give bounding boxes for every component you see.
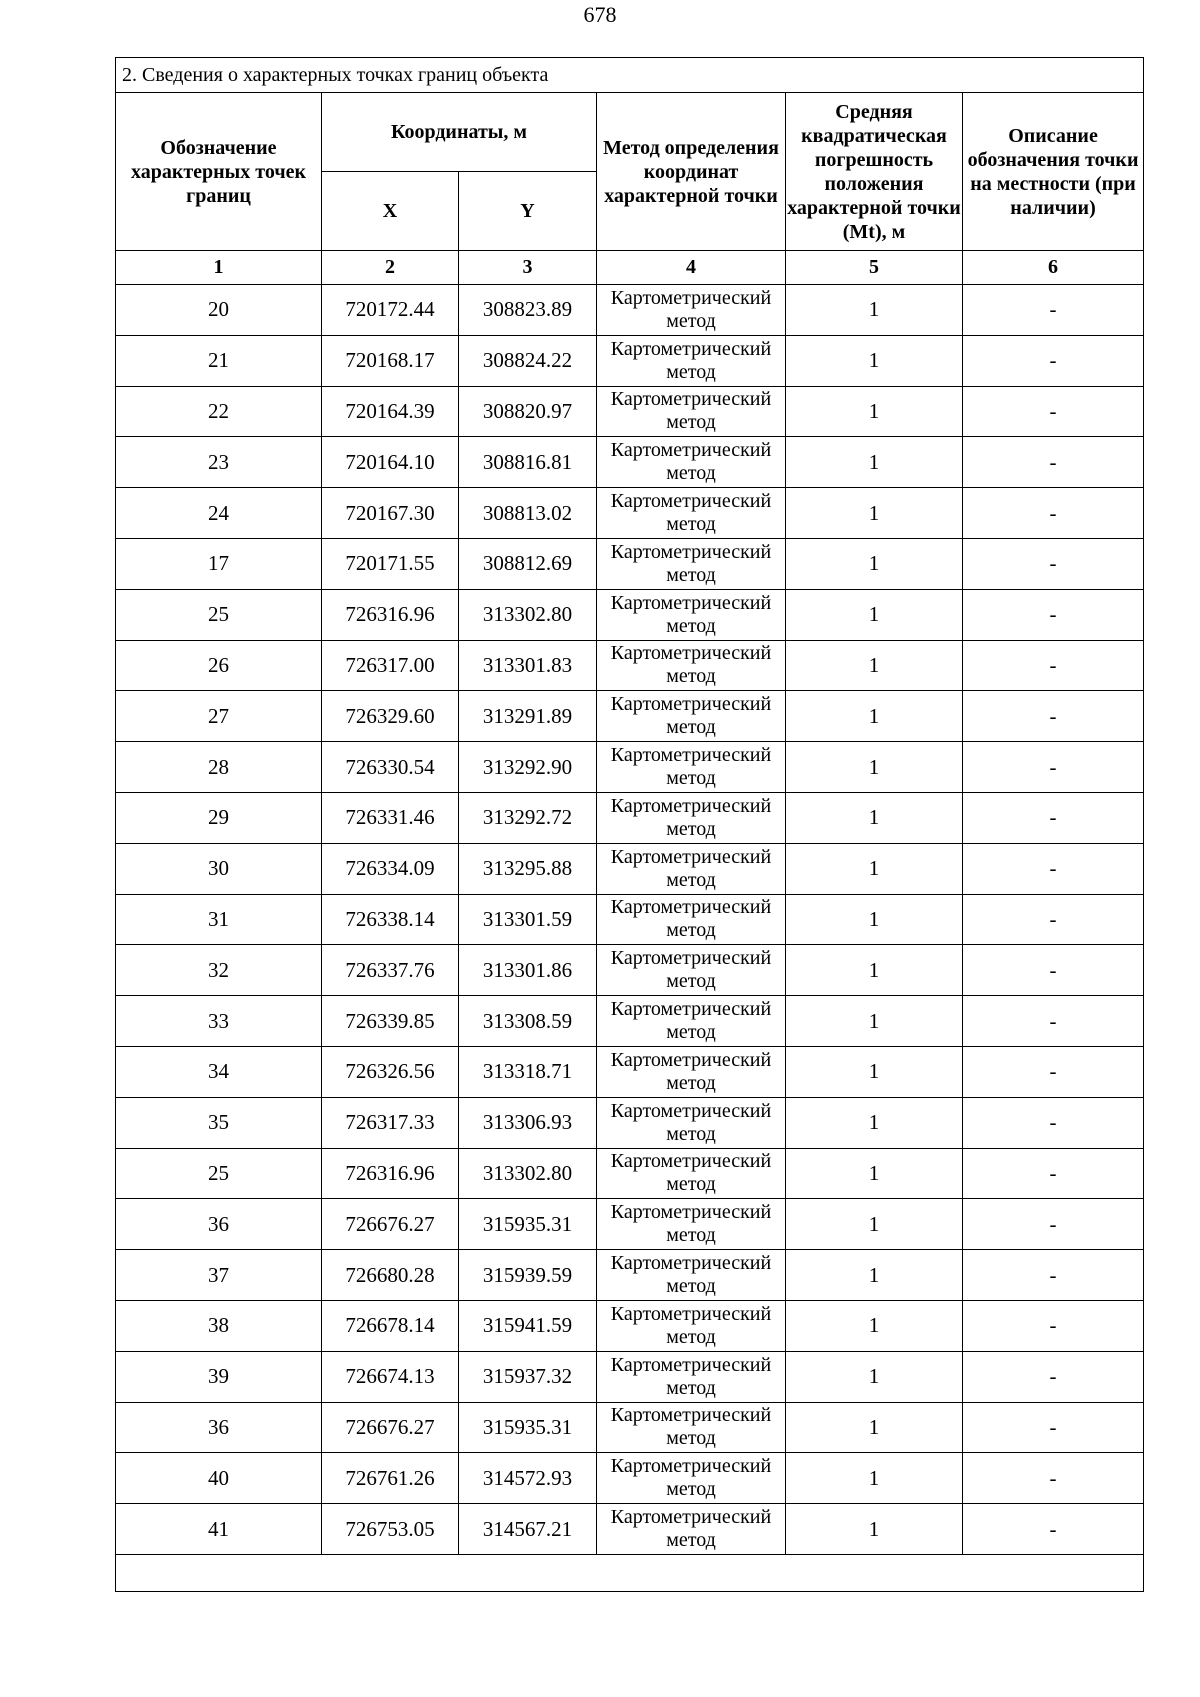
column-numbers-row xyxy=(116,251,1144,285)
boundary-points-table xyxy=(115,57,1144,1592)
coordinate-y-cell: 308824.22 xyxy=(459,335,597,386)
method-cell: Картометрический метод xyxy=(597,1300,786,1351)
mean-error-cell: 1 xyxy=(786,1046,963,1097)
coordinate-y-cell: 308813.02 xyxy=(459,488,597,539)
mean-error-cell: 1 xyxy=(786,1402,963,1453)
coordinate-x-cell: 726678.14 xyxy=(322,1300,459,1351)
table-row xyxy=(116,894,1144,945)
table-row xyxy=(116,335,1144,386)
method-cell: Картометрический метод xyxy=(597,488,786,539)
coordinate-x-cell: 726337.76 xyxy=(322,945,459,996)
page-number: 678 xyxy=(583,2,617,27)
description-cell: - xyxy=(963,285,1144,336)
mean-error-cell: 1 xyxy=(786,1097,963,1148)
coordinate-y-cell: 314572.93 xyxy=(459,1453,597,1504)
coordinate-x-cell: 726680.28 xyxy=(322,1250,459,1301)
point-designation-cell: 21 xyxy=(116,335,322,386)
method-cell: Картометрический метод xyxy=(597,589,786,640)
mean-error-cell: 1 xyxy=(786,792,963,843)
coordinate-y-cell: 313301.59 xyxy=(459,894,597,945)
method-cell: Картометрический метод xyxy=(597,285,786,336)
point-designation-cell: 25 xyxy=(116,589,322,640)
method-cell: Картометрический метод xyxy=(597,538,786,589)
description-cell: - xyxy=(963,792,1144,843)
column-number: 3 xyxy=(459,251,597,285)
method-cell: Картометрический метод xyxy=(597,335,786,386)
point-designation-cell: 23 xyxy=(116,437,322,488)
coordinate-x-cell: 726316.96 xyxy=(322,589,459,640)
table-body xyxy=(116,285,1144,1555)
description-cell: - xyxy=(963,996,1144,1047)
mean-error-cell: 1 xyxy=(786,589,963,640)
point-designation-cell: 36 xyxy=(116,1199,322,1250)
description-cell: - xyxy=(963,894,1144,945)
coordinate-y-cell: 313306.93 xyxy=(459,1097,597,1148)
table-row xyxy=(116,1199,1144,1250)
point-designation-cell: 22 xyxy=(116,386,322,437)
point-designation-cell: 25 xyxy=(116,1148,322,1199)
table-row xyxy=(116,792,1144,843)
coordinate-y-cell: 308812.69 xyxy=(459,538,597,589)
method-cell: Картометрический метод xyxy=(597,945,786,996)
table-row xyxy=(116,538,1144,589)
description-cell: - xyxy=(963,1351,1144,1402)
coordinate-x-cell: 726317.00 xyxy=(322,640,459,691)
description-cell: - xyxy=(963,386,1144,437)
header-y: Y xyxy=(459,172,597,251)
description-cell: - xyxy=(963,843,1144,894)
coordinate-y-cell: 313301.86 xyxy=(459,945,597,996)
table-row xyxy=(116,1250,1144,1301)
coordinate-y-cell: 308823.89 xyxy=(459,285,597,336)
method-cell: Картометрический метод xyxy=(597,1148,786,1199)
description-cell: - xyxy=(963,1250,1144,1301)
section-title: 2. Сведения о характерных точках границ объекта xyxy=(116,58,1144,93)
coordinate-x-cell: 720168.17 xyxy=(322,335,459,386)
point-designation-cell: 27 xyxy=(116,691,322,742)
coordinate-y-cell: 313308.59 xyxy=(459,996,597,1047)
coordinate-x-cell: 726330.54 xyxy=(322,742,459,793)
coordinate-y-cell: 315941.59 xyxy=(459,1300,597,1351)
table-row xyxy=(116,843,1144,894)
mean-error-cell: 1 xyxy=(786,1351,963,1402)
mean-error-cell: 1 xyxy=(786,538,963,589)
table-row xyxy=(116,1046,1144,1097)
table-row xyxy=(116,1097,1144,1148)
mean-error-cell: 1 xyxy=(786,945,963,996)
coordinate-x-cell: 726676.27 xyxy=(322,1402,459,1453)
header-method: Метод определения координат характерной точки xyxy=(597,93,786,251)
description-cell: - xyxy=(963,1097,1144,1148)
coordinate-y-cell: 315935.31 xyxy=(459,1402,597,1453)
mean-error-cell: 1 xyxy=(786,894,963,945)
description-cell: - xyxy=(963,1148,1144,1199)
mean-error-cell: 1 xyxy=(786,1300,963,1351)
description-cell: - xyxy=(963,437,1144,488)
method-cell: Картометрический метод xyxy=(597,996,786,1047)
description-cell: - xyxy=(963,1504,1144,1555)
coordinate-x-cell: 726674.13 xyxy=(322,1351,459,1402)
point-designation-cell: 20 xyxy=(116,285,322,336)
mean-error-cell: 1 xyxy=(786,1250,963,1301)
coordinate-x-cell: 726317.33 xyxy=(322,1097,459,1148)
description-cell: - xyxy=(963,488,1144,539)
description-cell: - xyxy=(963,538,1144,589)
table-row xyxy=(116,386,1144,437)
point-designation-cell: 36 xyxy=(116,1402,322,1453)
mean-error-cell: 1 xyxy=(786,285,963,336)
point-designation-cell: 24 xyxy=(116,488,322,539)
method-cell: Картометрический метод xyxy=(597,894,786,945)
coordinate-y-cell: 308816.81 xyxy=(459,437,597,488)
coordinate-x-cell: 726316.96 xyxy=(322,1148,459,1199)
description-cell: - xyxy=(963,945,1144,996)
method-cell: Картометрический метод xyxy=(597,386,786,437)
coordinate-x-cell: 726339.85 xyxy=(322,996,459,1047)
mean-error-cell: 1 xyxy=(786,335,963,386)
description-cell: - xyxy=(963,640,1144,691)
coordinate-y-cell: 313301.83 xyxy=(459,640,597,691)
mean-error-cell: 1 xyxy=(786,1199,963,1250)
method-cell: Картометрический метод xyxy=(597,742,786,793)
point-designation-cell: 38 xyxy=(116,1300,322,1351)
coordinate-x-cell: 726326.56 xyxy=(322,1046,459,1097)
coordinate-y-cell: 315937.32 xyxy=(459,1351,597,1402)
method-cell: Картометрический метод xyxy=(597,792,786,843)
method-cell: Картометрический метод xyxy=(597,640,786,691)
table-row xyxy=(116,488,1144,539)
coordinate-y-cell: 315935.31 xyxy=(459,1199,597,1250)
coordinate-x-cell: 726334.09 xyxy=(322,843,459,894)
point-designation-cell: 39 xyxy=(116,1351,322,1402)
header-point-designation: Обозначение характерных точек границ xyxy=(116,93,322,251)
coordinate-y-cell: 308820.97 xyxy=(459,386,597,437)
table-row xyxy=(116,742,1144,793)
coordinate-x-cell: 726676.27 xyxy=(322,1199,459,1250)
description-cell: - xyxy=(963,1402,1144,1453)
coordinate-y-cell: 313318.71 xyxy=(459,1046,597,1097)
coordinate-x-cell: 720171.55 xyxy=(322,538,459,589)
table-row xyxy=(116,285,1144,336)
mean-error-cell: 1 xyxy=(786,843,963,894)
method-cell: Картометрический метод xyxy=(597,691,786,742)
description-cell: - xyxy=(963,1046,1144,1097)
table-row xyxy=(116,1402,1144,1453)
table-row xyxy=(116,1453,1144,1504)
description-cell: - xyxy=(963,589,1144,640)
point-designation-cell: 40 xyxy=(116,1453,322,1504)
coordinate-x-cell: 726331.46 xyxy=(322,792,459,843)
method-cell: Картометрический метод xyxy=(597,437,786,488)
column-number: 5 xyxy=(786,251,963,285)
column-number: 2 xyxy=(322,251,459,285)
method-cell: Картометрический метод xyxy=(597,1046,786,1097)
header-x: X xyxy=(322,172,459,251)
description-cell: - xyxy=(963,335,1144,386)
point-designation-cell: 30 xyxy=(116,843,322,894)
header-mean-error: Средняя квадратическая погрешность положения характерной точки (Mt), м xyxy=(786,93,963,251)
table-row xyxy=(116,945,1144,996)
coordinate-x-cell: 720164.39 xyxy=(322,386,459,437)
coordinate-y-cell: 313292.72 xyxy=(459,792,597,843)
point-designation-cell: 26 xyxy=(116,640,322,691)
point-designation-cell: 37 xyxy=(116,1250,322,1301)
column-number: 4 xyxy=(597,251,786,285)
coordinate-y-cell: 313291.89 xyxy=(459,691,597,742)
point-designation-cell: 35 xyxy=(116,1097,322,1148)
table-footer-row xyxy=(116,1554,1144,1591)
mean-error-cell: 1 xyxy=(786,437,963,488)
method-cell: Картометрический метод xyxy=(597,1250,786,1301)
header-description: Описание обозначения точки на местности (при наличии) xyxy=(963,93,1144,251)
table-row xyxy=(116,437,1144,488)
method-cell: Картометрический метод xyxy=(597,1453,786,1504)
description-cell: - xyxy=(963,1199,1144,1250)
point-designation-cell: 41 xyxy=(116,1504,322,1555)
mean-error-cell: 1 xyxy=(786,1148,963,1199)
table-row xyxy=(116,691,1144,742)
description-cell: - xyxy=(963,742,1144,793)
point-designation-cell: 32 xyxy=(116,945,322,996)
mean-error-cell: 1 xyxy=(786,1453,963,1504)
coordinate-x-cell: 720164.10 xyxy=(322,437,459,488)
description-cell: - xyxy=(963,691,1144,742)
mean-error-cell: 1 xyxy=(786,1504,963,1555)
coordinate-y-cell: 315939.59 xyxy=(459,1250,597,1301)
column-number: 6 xyxy=(963,251,1144,285)
mean-error-cell: 1 xyxy=(786,488,963,539)
method-cell: Картометрический метод xyxy=(597,1351,786,1402)
point-designation-cell: 34 xyxy=(116,1046,322,1097)
coordinate-y-cell: 314567.21 xyxy=(459,1504,597,1555)
description-cell: - xyxy=(963,1300,1144,1351)
method-cell: Картометрический метод xyxy=(597,843,786,894)
mean-error-cell: 1 xyxy=(786,640,963,691)
method-cell: Картометрический метод xyxy=(597,1199,786,1250)
coordinate-y-cell: 313295.88 xyxy=(459,843,597,894)
coordinate-x-cell: 726329.60 xyxy=(322,691,459,742)
mean-error-cell: 1 xyxy=(786,996,963,1047)
mean-error-cell: 1 xyxy=(786,691,963,742)
coordinate-x-cell: 720172.44 xyxy=(322,285,459,336)
point-designation-cell: 29 xyxy=(116,792,322,843)
coordinate-y-cell: 313302.80 xyxy=(459,589,597,640)
table-row xyxy=(116,1504,1144,1555)
coordinate-y-cell: 313302.80 xyxy=(459,1148,597,1199)
point-designation-cell: 31 xyxy=(116,894,322,945)
mean-error-cell: 1 xyxy=(786,386,963,437)
table-row xyxy=(116,1300,1144,1351)
header-coordinates: Координаты, м xyxy=(322,93,597,172)
coordinate-x-cell: 720167.30 xyxy=(322,488,459,539)
coordinate-x-cell: 726753.05 xyxy=(322,1504,459,1555)
table-row xyxy=(116,996,1144,1047)
table-row xyxy=(116,1351,1144,1402)
coordinate-x-cell: 726761.26 xyxy=(322,1453,459,1504)
description-cell: - xyxy=(963,1453,1144,1504)
point-designation-cell: 17 xyxy=(116,538,322,589)
coordinate-y-cell: 313292.90 xyxy=(459,742,597,793)
empty-footer-cell xyxy=(116,1554,1144,1591)
point-designation-cell: 33 xyxy=(116,996,322,1047)
method-cell: Картометрический метод xyxy=(597,1097,786,1148)
column-number: 1 xyxy=(116,251,322,285)
point-designation-cell: 28 xyxy=(116,742,322,793)
method-cell: Картометрический метод xyxy=(597,1402,786,1453)
table-row xyxy=(116,640,1144,691)
coordinate-x-cell: 726338.14 xyxy=(322,894,459,945)
table-row xyxy=(116,1148,1144,1199)
mean-error-cell: 1 xyxy=(786,742,963,793)
method-cell: Картометрический метод xyxy=(597,1504,786,1555)
table-row xyxy=(116,589,1144,640)
